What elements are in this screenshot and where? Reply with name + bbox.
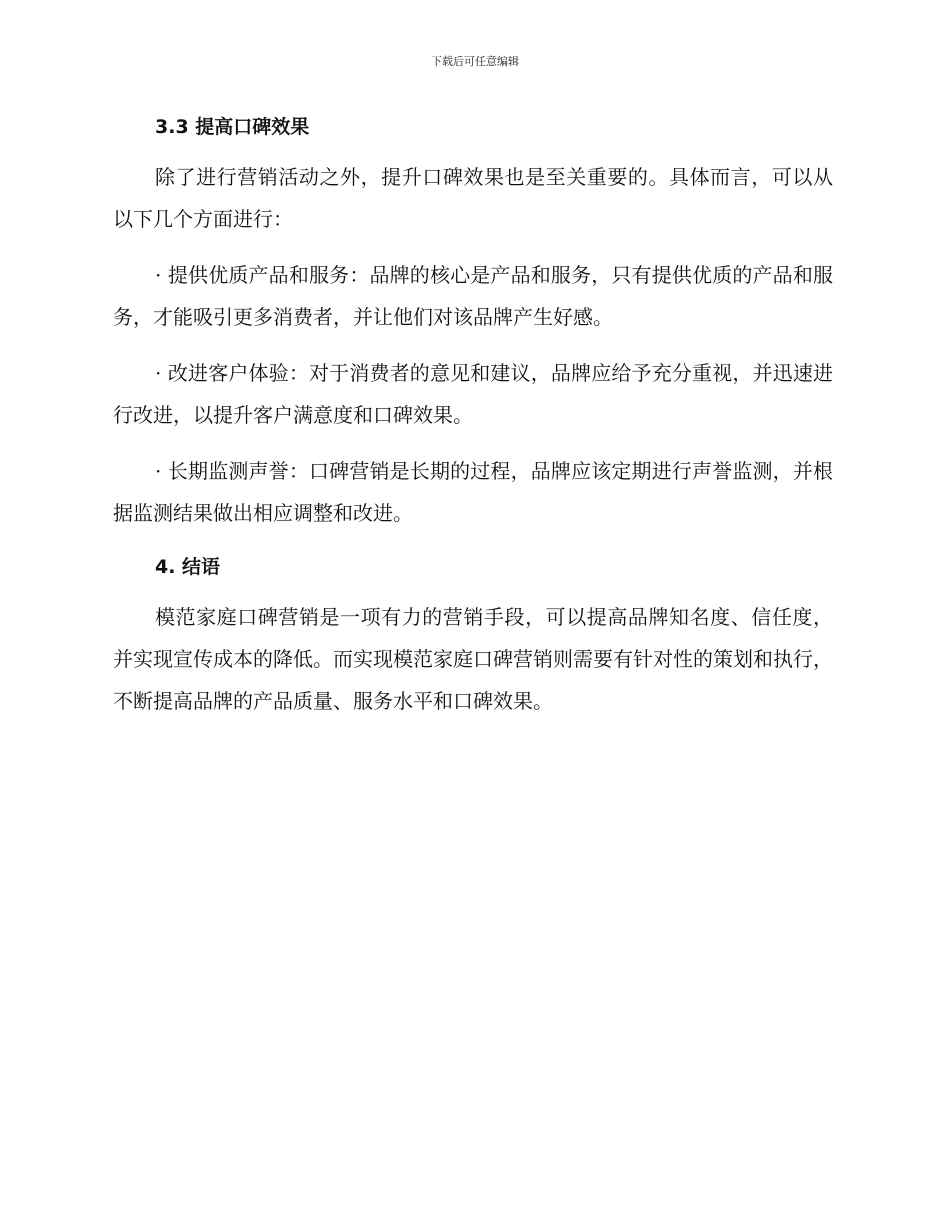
bullet-reputation-monitoring: · 长期监测声誉：口碑营销是长期的过程，品牌应该定期进行声誉监测，并根据监测结果做出相应调整和改进。 <box>113 459 833 525</box>
section-heading-conclusion: 4. 结语 <box>155 556 221 578</box>
section-heading-3-3: 3.3 提高口碑效果 <box>155 116 310 138</box>
conclusion-paragraph: 模范家庭口碑营销是一项有力的营销手段，可以提高品牌知名度、信任度，并实现宣传成本的降低。而实现模范家庭口碑营销则需要有针对性的策划和执行，不断提高品牌的产品质量、服务水平和口碑效果。 <box>113 605 833 713</box>
bullet-customer-experience: · 改进客户体验：对于消费者的意见和建议，品牌应给予充分重视，并迅速进行改进，以提升客户满意度和口碑效果。 <box>113 361 833 427</box>
document-body <box>113 108 833 736</box>
section-3-3-intro: 除了进行营销活动之外，提升口碑效果也是至关重要的。具体而言，可以从以下几个方面进行： <box>113 165 833 231</box>
bullet-quality-products: · 提供优质产品和服务：品牌的核心是产品和服务，只有提供优质的产品和服务，才能吸引更多消费者，并让他们对该品牌产生好感。 <box>113 263 833 329</box>
page-header: 下载后可任意编辑 <box>431 55 519 68</box>
